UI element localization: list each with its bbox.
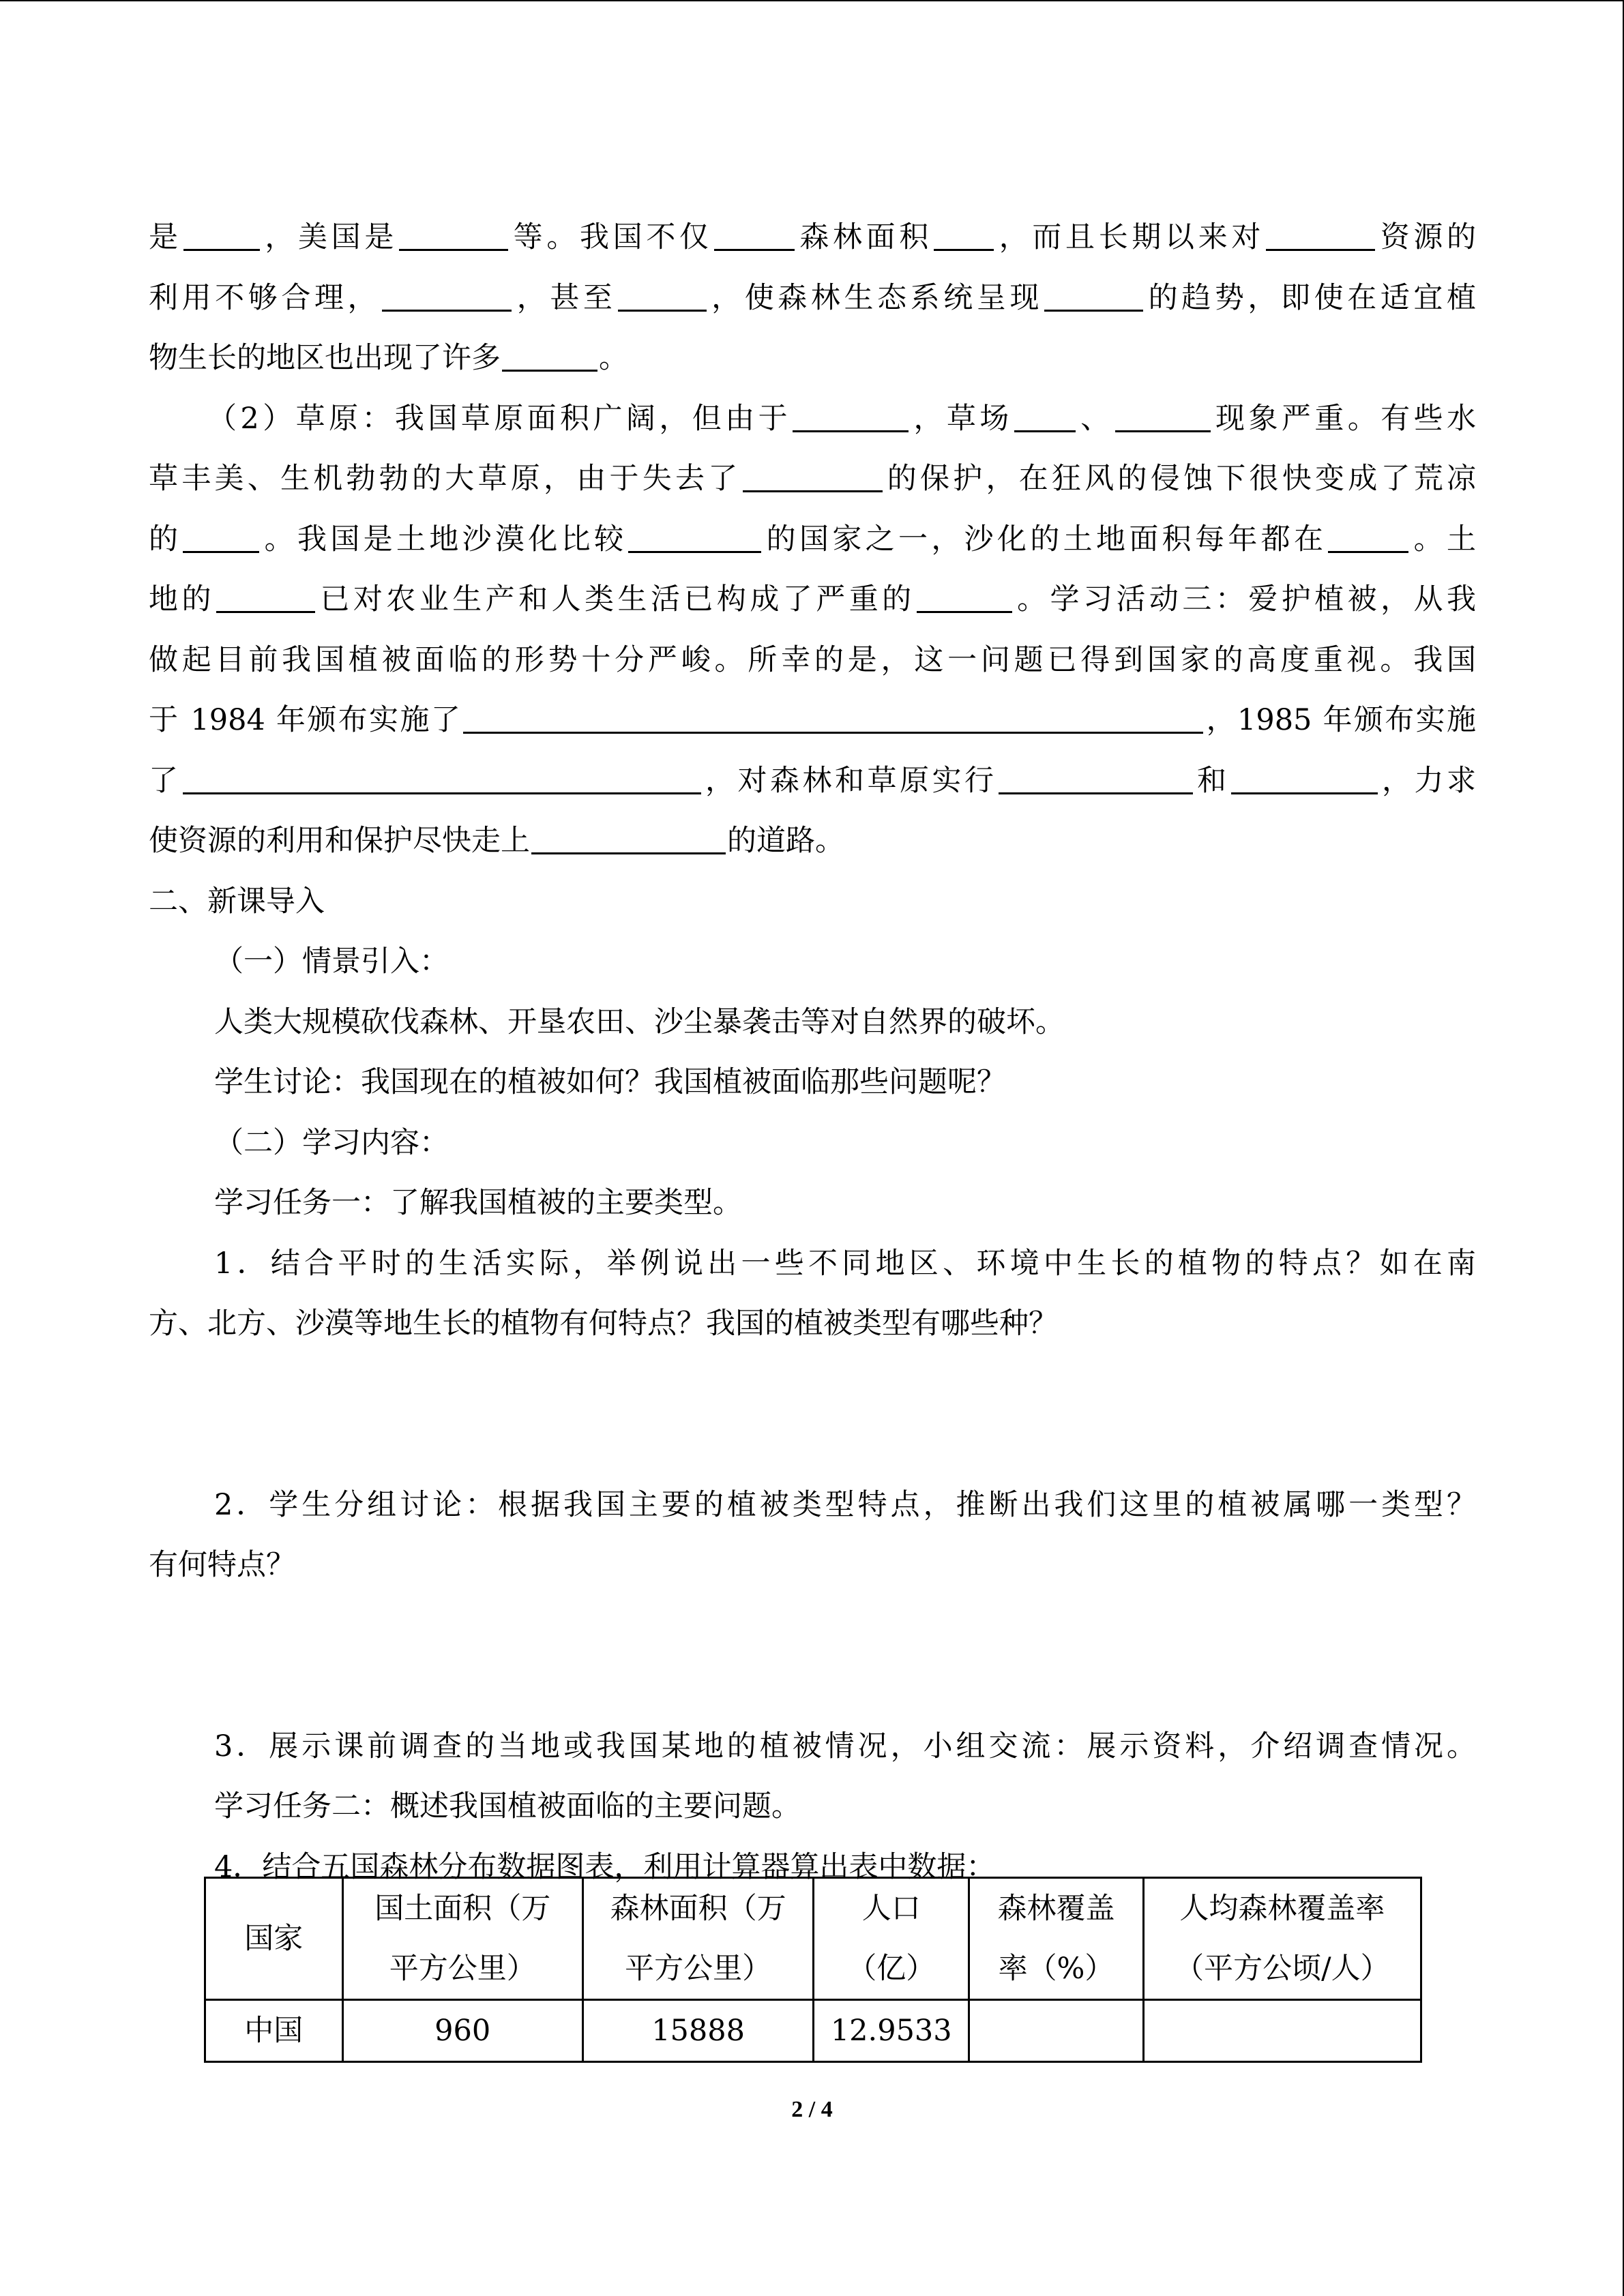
fill-blank[interactable] bbox=[216, 580, 315, 613]
fill-blank[interactable] bbox=[399, 218, 508, 251]
answer-space[interactable] bbox=[149, 1596, 1476, 1716]
text-fragment: 于 1984 年颁布实施了 bbox=[149, 703, 462, 737]
table-cell-empty[interactable] bbox=[969, 2000, 1144, 2062]
fill-blank[interactable] bbox=[1266, 218, 1375, 251]
fill-blank[interactable] bbox=[1328, 520, 1408, 553]
text-line bbox=[149, 449, 1476, 509]
table-header-cell: 森林覆盖 率（%） bbox=[969, 1878, 1144, 2000]
text-fragment: 和 bbox=[1194, 763, 1230, 798]
text-fragment: 。我国是土地沙漠化比较 bbox=[261, 522, 628, 556]
text-fragment: ，对森林和草原实行 bbox=[702, 763, 997, 798]
text-fragment: ，美国是 bbox=[261, 220, 398, 254]
fill-blank[interactable] bbox=[1115, 399, 1211, 432]
fill-blank[interactable] bbox=[382, 278, 512, 312]
table-cell: 中国 bbox=[205, 2000, 343, 2062]
table-header-cell: 人均森林覆盖率 （平方公顷/人） bbox=[1143, 1878, 1421, 2000]
table-cell: 960 bbox=[342, 2000, 582, 2062]
task-heading: 学习任务一：了解我国植被的主要类型。 bbox=[214, 1186, 742, 1220]
fill-blank[interactable] bbox=[531, 821, 726, 854]
table-cell: 12.9533 bbox=[814, 2000, 969, 2062]
fill-blank[interactable] bbox=[1014, 399, 1076, 432]
text-fragment: ，甚至 bbox=[513, 280, 617, 315]
text-fragment: ，使森林生态系统呈现 bbox=[707, 280, 1044, 315]
fill-blank[interactable] bbox=[743, 459, 883, 492]
text-fragment: 物生长的地区也出现了许多 bbox=[149, 341, 501, 375]
text-line bbox=[149, 690, 1476, 751]
text-fragment: （2）草原：我国草原面积广阔，但由于 bbox=[207, 401, 792, 436]
fill-blank[interactable] bbox=[793, 399, 909, 432]
table-header-cell: 森林面积（万 平方公里） bbox=[582, 1878, 813, 2000]
text-fragment: 是 bbox=[149, 220, 182, 254]
fill-blank[interactable] bbox=[618, 278, 707, 312]
table-header-cell: 国家 bbox=[205, 1878, 343, 2000]
text-fragment: 的趋势，即使在适宜植 bbox=[1145, 280, 1476, 315]
table-cell: 15888 bbox=[582, 2000, 813, 2062]
text-fragment: 已对农业生产和人类生活已构成了严重的 bbox=[316, 582, 915, 616]
text-line bbox=[149, 389, 1476, 449]
text-fragment: 的 bbox=[149, 522, 182, 556]
paragraph: 人类大规模砍伐森林、开垦农田、沙尘暴袭击等对自然界的破坏。 bbox=[214, 1004, 1065, 1039]
text-fragment: 森林面积 bbox=[795, 220, 933, 254]
subsection-heading: （二）学习内容： bbox=[214, 1125, 449, 1160]
text-fragment: 的保护，在狂风的侵蚀下很快变成了荒凉 bbox=[883, 462, 1476, 496]
table-header-row bbox=[205, 1878, 1421, 2000]
table-header-cell: 人口 （亿） bbox=[814, 1878, 969, 2000]
fill-blank[interactable] bbox=[463, 700, 1203, 734]
fill-blank[interactable] bbox=[999, 761, 1193, 794]
fill-blank[interactable] bbox=[502, 338, 597, 372]
task-heading: 学习任务二：概述我国植被面临的主要问题。 bbox=[214, 1789, 801, 1823]
text-fragment: 利用不够合理， bbox=[149, 280, 381, 315]
table-row bbox=[205, 2000, 1421, 2062]
text-fragment: 、 bbox=[1076, 401, 1114, 436]
text-fragment: 的国家之一，沙化的土地面积每年都在 bbox=[763, 522, 1327, 556]
answer-space[interactable] bbox=[149, 1354, 1476, 1475]
question-1-line: 1．结合平时的生活实际，举例说出一些不同地区、环境中生长的植物的特点？如在南 bbox=[214, 1246, 1476, 1281]
text-fragment: 。土 bbox=[1410, 522, 1477, 556]
question-2-line: 有何特点？ bbox=[149, 1548, 295, 1582]
text-line bbox=[149, 207, 1476, 268]
text-fragment: 等。我国不仅 bbox=[510, 220, 713, 254]
text-fragment: 草丰美、生机勃勃的大草原，由于失去了 bbox=[149, 462, 741, 496]
paragraph: 学生讨论：我国现在的植被如何？我国植被面临那些问题呢？ bbox=[214, 1065, 1006, 1099]
question-4: 4．结合五国森林分布数据图表，利用计算器算出表中数据： bbox=[214, 1849, 996, 1884]
text-fragment: ，力求 bbox=[1378, 763, 1476, 798]
page-number: 2 / 4 bbox=[791, 2097, 833, 2122]
text-line bbox=[149, 811, 1476, 871]
table-cell-empty[interactable] bbox=[1143, 2000, 1421, 2062]
text-fragment: 了 bbox=[149, 763, 181, 798]
text-line bbox=[149, 328, 1476, 389]
question-1-line: 方、北方、沙漠等地生长的植物有何特点？我国的植被类型有哪些种？ bbox=[149, 1307, 1058, 1341]
text-fragment: 。学习活动三：爱护植被，从我 bbox=[1013, 582, 1477, 616]
question-2-line: 2．学生分组讨论：根据我国主要的植被类型特点，推断出我们这里的植被属哪一类型？ bbox=[214, 1487, 1476, 1522]
text-fragment: 地的 bbox=[149, 582, 215, 616]
document-body bbox=[149, 207, 1476, 1897]
text-fragment: 现象严重。有些水 bbox=[1211, 401, 1477, 436]
fill-blank[interactable] bbox=[628, 520, 761, 553]
text-line bbox=[149, 751, 1476, 811]
fill-blank[interactable] bbox=[183, 520, 259, 553]
section-heading: 二、新课导入 bbox=[149, 884, 325, 919]
text-fragment: 资源的 bbox=[1376, 220, 1477, 254]
text-fragment: 做起目前我国植被面临的形势十分严峻。所幸的是，这一问题已得到国家的高度重视。我国 bbox=[149, 642, 1476, 677]
fill-blank[interactable] bbox=[714, 218, 795, 251]
question-3: 3．展示课前调查的当地或我国某地的植被情况，小组交流：展示资料，介绍调查情况。 bbox=[214, 1729, 1476, 1763]
fill-blank[interactable] bbox=[1044, 278, 1143, 312]
text-fragment: 。 bbox=[599, 341, 628, 375]
subsection-heading: （一）情景引入： bbox=[214, 944, 449, 979]
text-line bbox=[149, 630, 1476, 691]
fill-blank[interactable] bbox=[917, 580, 1012, 613]
text-fragment: 的道路。 bbox=[727, 824, 844, 858]
text-fragment: ，1985 年颁布实施 bbox=[1205, 703, 1476, 737]
text-fragment: ，而且长期以来对 bbox=[995, 220, 1265, 254]
text-line bbox=[149, 268, 1476, 329]
text-fragment: ，草场 bbox=[910, 401, 1013, 436]
fill-blank[interactable] bbox=[1231, 761, 1378, 794]
fill-blank[interactable] bbox=[934, 218, 994, 251]
text-line bbox=[149, 509, 1476, 570]
text-line bbox=[149, 569, 1476, 630]
forest-data-table bbox=[204, 1877, 1422, 2063]
fill-blank[interactable] bbox=[183, 761, 701, 794]
table-header-cell: 国土面积（万 平方公里） bbox=[342, 1878, 582, 2000]
fill-blank[interactable] bbox=[183, 218, 260, 251]
text-fragment: 使资源的利用和保护尽快走上 bbox=[149, 824, 530, 858]
